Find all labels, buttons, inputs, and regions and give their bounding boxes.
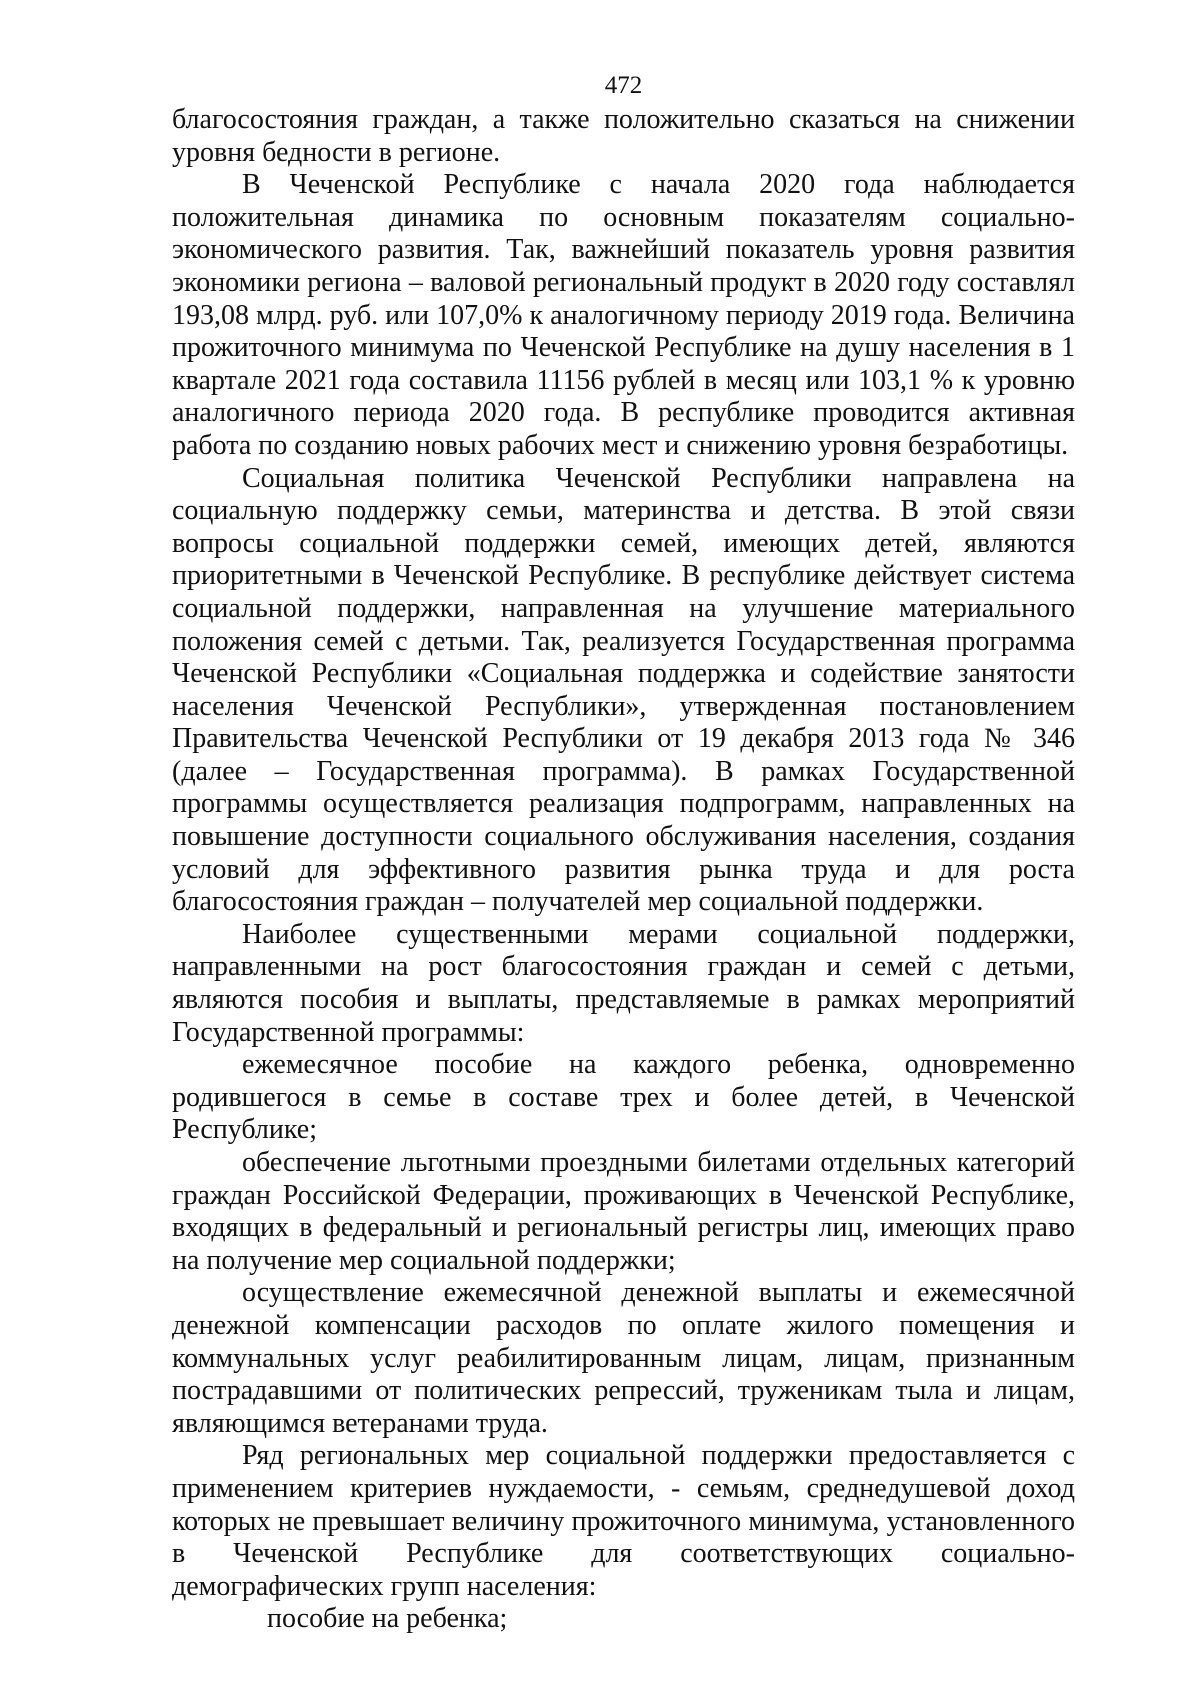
paragraph-support-measures: Наиболее существенными мерами социальной поддержки, направленными на рост благосостояния граждан и семей с детьми, являются пособия и выплаты, представляемые в рамках мероприятий Государственной программы: <box>172 918 1075 1048</box>
paragraph-needs-criteria: Ряд региональных мер социальной поддержки предоставляется с применением критериев нуждаемости, - семьям, среднедушевой доход которых не превышает величину прожиточного минимума, установленного в Чеченской Республике для соответствующих социально-демографических групп населения: <box>172 1440 1075 1602</box>
list-item: пособие на ребенка; <box>267 1603 508 1635</box>
paragraph-continuation: благосостояния граждан, а также положительно сказаться на снижении уровня бедности в регионе. <box>172 104 1075 168</box>
paragraph-social-policy: Социальная политика Чеченской Республики направлена на социальную поддержку семьи, материнства и детства. В этой связи вопросы социальной поддержки семей, имеющих детей, являются приоритетными в Чеченской Республике. В республике действует система социальной поддержки, направленная на улучшение материального положения семей с детьми. Так, реализуется Государственная программа Чеченской Республики «Социальная поддержка и содействие занятости населения Чеченской Республики», утвержденная постановлением Правительства Чеченской Республики от 19 декабря 2013 года № 346 (далее – Государственная программа). В рамках Государственной программы осуществляется реализация подпрограмм, направленных на повышение доступности социального обслуживания населения, создания условий для эффективного развития рынка труда и для роста благосостояния граждан – получателей мер социальной поддержки. <box>172 462 1075 918</box>
list-item: осуществление ежемесячной денежной выплаты и ежемесячной денежной компенсации расходов по оплате жилого помещения и коммунальных услуг реабилитированным лицам, лицам, признанным пострадавшими от политических репрессий, труженикам тыла и лицам, являющимся ветеранами труда. <box>172 1277 1075 1439</box>
list-item: ежемесячное пособие на каждого ребенка, одновременно родившегося в семье в составе трех и более детей, в Чеченской Республике; <box>172 1049 1075 1146</box>
paragraph-economy: В Чеченской Республике с начала 2020 года наблюдается положительная динамика по основным показателям социально-экономического развития. Так, важнейший показатель уровня развития экономики региона – валовой региональный продукт в 2020 году составлял 193,08 млрд. руб. или 107,0% к аналогичному периоду 2019 года. Величина прожиточного минимума по Чеченской Республике на душу населения в 1 квартале 2021 года составила 11156 рублей в месяц или 103,1 % к уровню аналогичного периода 2020 года. В республике проводится активная работа по созданию новых рабочих мест и снижению уровня безработицы. <box>172 169 1075 461</box>
list-item: обеспечение льготными проездными билетами отдельных категорий граждан Российской Федерации, проживающих в Чеченской Республике, входящих в федеральный и региональный регистры лиц, имеющих право на получение мер социальной поддержки; <box>172 1147 1075 1276</box>
page-number: 472 <box>604 72 643 99</box>
